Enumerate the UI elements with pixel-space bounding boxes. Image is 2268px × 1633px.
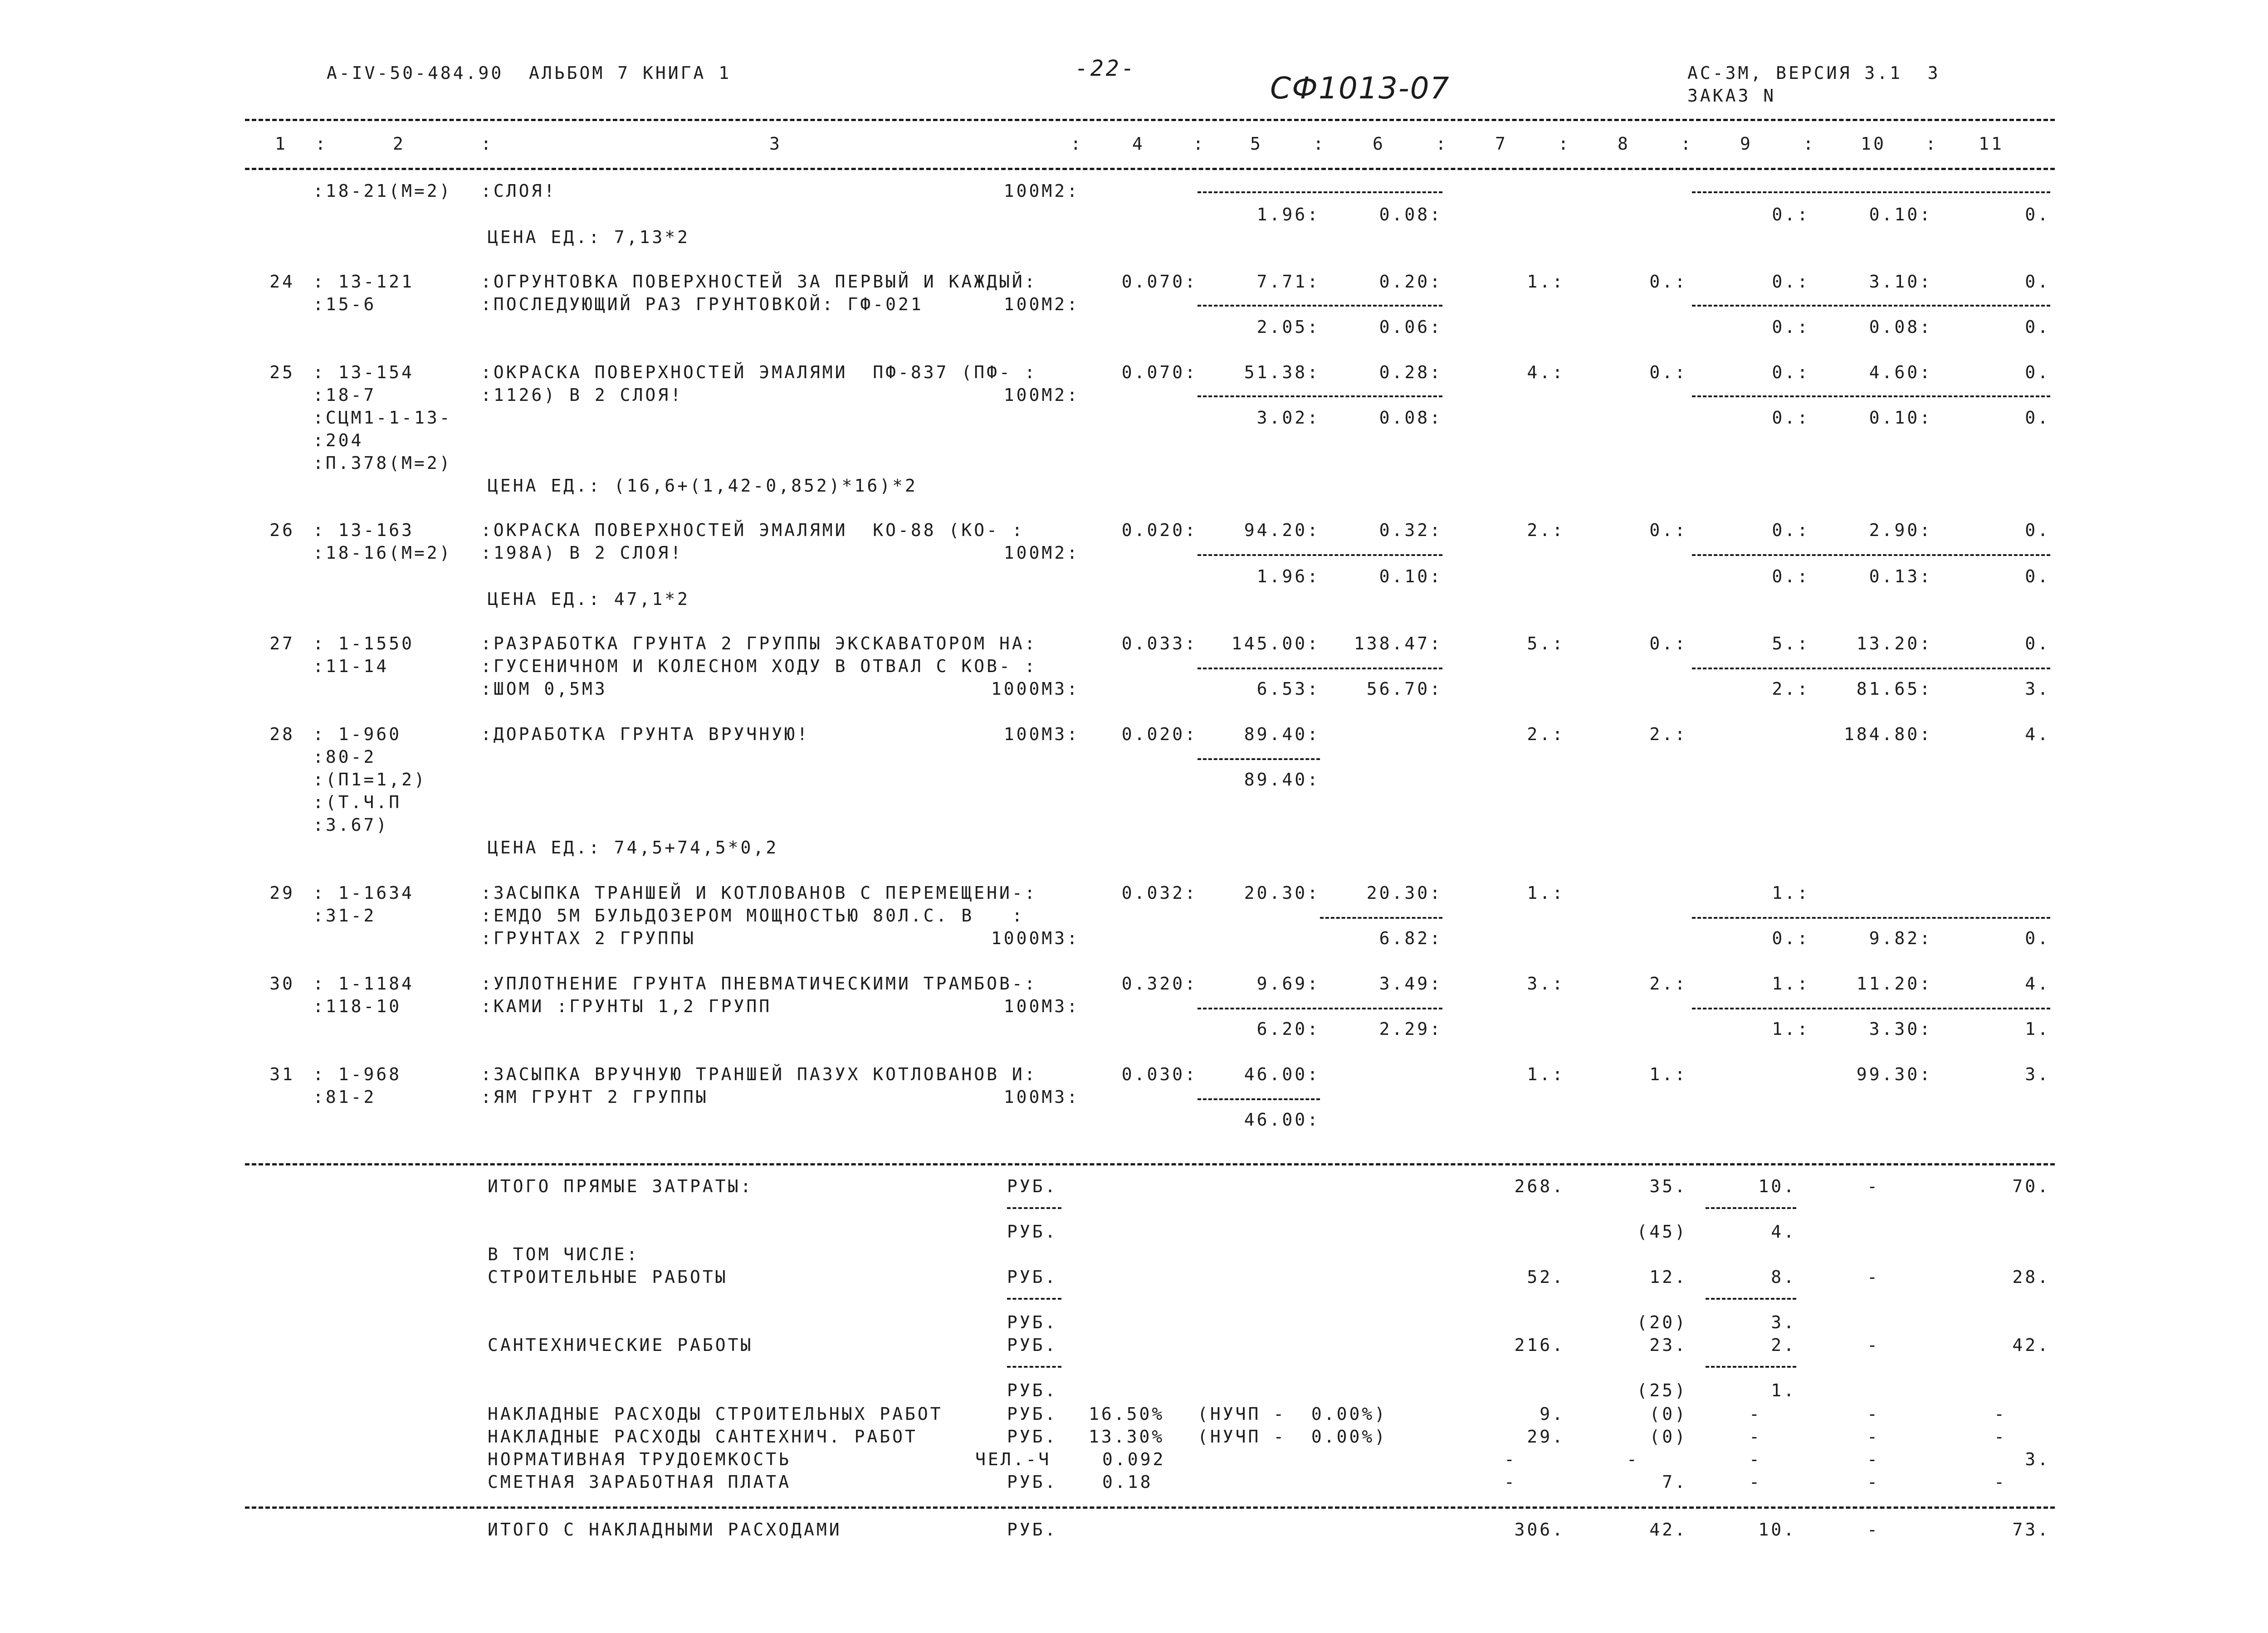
- total-label: САНТЕХНИЧЕСКИЕ РАБОТЫ: [488, 1335, 753, 1355]
- row-v8: 0.:: [1649, 272, 1687, 292]
- row-code-3: :СЦМ1-1-13-: [313, 408, 452, 428]
- row-number: 27: [269, 634, 295, 653]
- row-v9b: 1.:: [1772, 1019, 1810, 1039]
- total-c10: -: [1867, 1335, 1880, 1355]
- row-v8: 2.:: [1649, 724, 1687, 744]
- row-v11: 0.: [2025, 520, 2050, 540]
- row-description: :ОГРУНТОВКА ПОВЕРХНОСТЕЙ ЗА ПЕРВЫЙ И КАЖДЫЙ:: [481, 272, 1037, 292]
- row-v7: 5.:: [1527, 634, 1565, 653]
- total-c8: (20): [1637, 1312, 1687, 1332]
- row-continuation-unit: 100М2:: [1003, 181, 1080, 201]
- row-v5b: 46.00:: [1244, 1110, 1320, 1130]
- total-label: СТРОИТЕЛЬНЫЕ РАБОТЫ: [488, 1267, 728, 1287]
- row-description-2: :ЯМ ГРУНТ 2 ГРУППЫ: [481, 1087, 709, 1107]
- row-unit: 100М2:: [1003, 543, 1080, 563]
- row-v5b: 2.05:: [1256, 317, 1320, 337]
- total-c9: 2.: [1771, 1335, 1796, 1355]
- total-c9: 8.: [1771, 1267, 1796, 1287]
- total-c11: 70.: [2012, 1176, 2050, 1196]
- total-c10: -: [1867, 1267, 1880, 1287]
- grand-total-c10: -: [1867, 1520, 1880, 1540]
- row-v4: 0.032:: [1121, 883, 1198, 903]
- total-label: НАКЛАДНЫЕ РАСХОДЫ САНТЕХНИЧ. РАБОТ: [488, 1427, 918, 1447]
- col-5-header: 5: [1250, 134, 1263, 154]
- row-v5: 7.71:: [1256, 272, 1320, 292]
- grand-total-c7: 306.: [1514, 1520, 1565, 1540]
- row-code-5: :3.67): [313, 815, 389, 835]
- row-v11: 0.: [2025, 634, 2050, 653]
- row-v4: 0.030:: [1121, 1064, 1198, 1084]
- row-unit: 100М3:: [1003, 996, 1080, 1016]
- row-description: :ЗАСЫПКА ТРАНШЕЙ И КОТЛОВАНОВ С ПЕРЕМЕЩЕНИ-:: [481, 883, 1037, 903]
- row-description-2: :ЕМДО 5М БУЛЬДОЗЕРОМ МОЩНОСТЬЮ 80Л.С. В :: [481, 906, 1025, 926]
- row-v9b: 0.:: [1772, 566, 1810, 586]
- total-c8: (45): [1637, 1222, 1687, 1242]
- grand-total-label: ИТОГО С НАКЛАДНЫМИ РАСХОДАМИ: [488, 1520, 842, 1540]
- row-code-4: :(Т.Ч.П: [313, 792, 402, 812]
- total-c8: 12.: [1649, 1267, 1687, 1287]
- row-number: 28: [269, 724, 295, 744]
- total-label: НОРМАТИВНАЯ ТРУДОЕМКОСТЬ: [488, 1449, 792, 1469]
- total-c9: 3.: [1771, 1312, 1796, 1332]
- row-v7: 2.:: [1527, 520, 1565, 540]
- col-11-header: 11: [1979, 134, 2004, 154]
- row-v9b: 0.:: [1772, 317, 1810, 337]
- row-continuation-v11: 0.: [2025, 205, 2050, 224]
- row-v7: 1.:: [1527, 883, 1565, 903]
- row-unit: 100М3:: [1003, 724, 1080, 744]
- total-c11: 42.: [2012, 1335, 2050, 1355]
- total-c7: 29.: [1527, 1427, 1565, 1447]
- row-code: : 13-154: [313, 362, 415, 382]
- row-code-5: :П.378(М=2): [313, 453, 452, 473]
- row-v11b: 0.: [2025, 928, 2050, 948]
- total-c11: -: [1994, 1404, 2007, 1424]
- row-v9: 0.:: [1772, 362, 1810, 382]
- row-v11: 0.: [2025, 362, 2050, 382]
- total-c11: -: [1994, 1427, 2007, 1447]
- row-description-3: :ГРУНТАХ 2 ГРУППЫ: [481, 928, 696, 948]
- row-code-2: :11-14: [313, 656, 389, 676]
- row-description: :ОКРАСКА ПОВЕРХНОСТЕЙ ЭМАЛЯМИ ПФ-837 (ПФ- :: [481, 362, 1037, 382]
- grand-total-unit: РУБ.: [1007, 1520, 1058, 1540]
- total-c9: -: [1749, 1449, 1762, 1469]
- row-v7: 3.:: [1527, 974, 1565, 994]
- row-v9b: 0.:: [1772, 408, 1810, 428]
- row-v9b: 2.:: [1772, 679, 1810, 699]
- row-v9: 0.:: [1772, 272, 1810, 292]
- row-v8: 0.:: [1649, 362, 1687, 382]
- row-description-2: :ГУСЕНИЧНОМ И КОЛЕСНОМ ХОДУ В ОТВАЛ С КОВ- :: [481, 656, 1037, 676]
- col-1-header: 1: [275, 134, 288, 154]
- row-v9: 0.:: [1772, 520, 1810, 540]
- row-code-3: :(П1=1,2): [313, 770, 427, 790]
- total-c10: -: [1867, 1427, 1880, 1447]
- total-c10: -: [1867, 1472, 1880, 1492]
- row-description: :ЗАСЫПКА ВРУЧНУЮ ТРАНШЕЙ ПАЗУХ КОТЛОВАНОВ И:: [481, 1064, 1037, 1084]
- total-c7: -: [1504, 1472, 1517, 1492]
- total-unit: ЧЕЛ.-Ч: [975, 1449, 1051, 1469]
- total-label: ИТОГО ПРЯМЫЕ ЗАТРАТЫ:: [488, 1176, 753, 1196]
- total-unit: РУБ.: [1007, 1222, 1058, 1242]
- total-pct: 13.30%: [1089, 1427, 1165, 1447]
- row-v11: 4.: [2025, 974, 2050, 994]
- row-v10: 184.80:: [1843, 724, 1932, 744]
- total-c7: 9.: [1540, 1404, 1565, 1424]
- row-code: : 1-1550: [313, 634, 415, 653]
- row-code: : 1-1184: [313, 974, 415, 994]
- total-note: (НУЧП - 0.00%): [1198, 1404, 1388, 1424]
- col-4-header: 4: [1132, 134, 1145, 154]
- row-code-2: :118-10: [313, 996, 402, 1016]
- row-code: : 13-121: [313, 272, 415, 292]
- total-unit: РУБ.: [1007, 1380, 1058, 1400]
- row-v10b: 0.08:: [1869, 317, 1932, 337]
- row-v6: 0.32:: [1379, 520, 1442, 540]
- row-unit: 1000М3:: [991, 928, 1080, 948]
- grand-total-rule: [245, 1506, 2055, 1509]
- total-c8: (0): [1649, 1404, 1687, 1424]
- row-continuation-v9: 0.:: [1772, 205, 1810, 224]
- row-v11b: 0.: [2025, 408, 2050, 428]
- row-v6: 3.49:: [1379, 974, 1442, 994]
- total-c9: -: [1749, 1427, 1762, 1447]
- row-v8: 2.:: [1649, 974, 1687, 994]
- row-v4: 0.070:: [1121, 272, 1198, 292]
- row-v10: 99.30:: [1856, 1064, 1932, 1084]
- total-c8: 23.: [1649, 1335, 1687, 1355]
- row-unit: 100М3:: [1003, 1087, 1080, 1107]
- row-description: :ОКРАСКА ПОВЕРХНОСТЕЙ ЭМАЛЯМИ КО-88 (КО- :: [481, 520, 1025, 540]
- col-3-header: 3: [769, 134, 782, 154]
- header-rule-top: [245, 119, 2055, 121]
- total-c7: -: [1504, 1449, 1517, 1469]
- row-description: :ДОРАБОТКА ГРУНТА ВРУЧНУЮ!: [481, 724, 810, 744]
- version-line: АС-3М, ВЕРСИЯ 3.1 3: [1687, 63, 1941, 83]
- row-v5: 89.40:: [1244, 724, 1320, 744]
- price-note: ЦЕНА ЕД.: (16,6+(1,42-0,852)*16)*2: [488, 476, 918, 496]
- row-description-2: :ПОСЛЕДУЮЩИЙ РАЗ ГРУНТОВКОЙ: ГФ-021: [481, 294, 924, 314]
- total-unit: РУБ.: [1007, 1176, 1058, 1196]
- row-v6b: 6.82:: [1379, 928, 1442, 948]
- grand-total-c9: 10.: [1758, 1520, 1796, 1540]
- row-v9: 1.:: [1772, 883, 1810, 903]
- row-v10b: 9.82:: [1869, 928, 1932, 948]
- row-continuation-v6: 0.08:: [1379, 205, 1442, 224]
- total-unit: РУБ.: [1007, 1427, 1058, 1447]
- total-c9: 10.: [1758, 1176, 1796, 1196]
- row-v5b: 6.20:: [1256, 1019, 1320, 1039]
- row-v11: 0.: [2025, 272, 2050, 292]
- col-7-header: 7: [1495, 134, 1508, 154]
- handwritten-code: СФ1013-07: [1270, 71, 1450, 106]
- total-pct: 16.50%: [1089, 1404, 1165, 1424]
- header-rule-bottom: [245, 168, 2055, 170]
- totals-rule-top: [245, 1163, 2055, 1165]
- row-code: : 13-163: [313, 520, 415, 540]
- row-v5b: 3.02:: [1256, 408, 1320, 428]
- row-code: : 1-1634: [313, 883, 415, 903]
- total-c10: -: [1867, 1176, 1880, 1196]
- row-v5b: 1.96:: [1256, 566, 1320, 586]
- row-number: 26: [269, 520, 295, 540]
- row-v11b: 1.: [2025, 1019, 2050, 1039]
- row-code: : 1-960: [313, 724, 402, 744]
- row-v5: 145.00:: [1231, 634, 1320, 653]
- row-v11b: 0.: [2025, 317, 2050, 337]
- total-c7: 52.: [1527, 1267, 1565, 1287]
- row-continuation-v5: 1.96:: [1256, 205, 1320, 224]
- row-number: 29: [269, 883, 295, 903]
- total-unit: РУБ.: [1007, 1335, 1058, 1355]
- row-description: :РАЗРАБОТКА ГРУНТА 2 ГРУППЫ ЭКСКАВАТОРОМ НА:: [481, 634, 1037, 653]
- row-v5b: 6.53:: [1256, 679, 1320, 699]
- total-unit: РУБ.: [1007, 1472, 1058, 1492]
- row-code-2: :81-2: [313, 1087, 376, 1107]
- order-line: ЗАКАЗ N: [1687, 86, 1776, 106]
- row-v10b: 81.65:: [1856, 679, 1932, 699]
- total-unit: РУБ.: [1007, 1312, 1058, 1332]
- total-c8: (0): [1649, 1427, 1687, 1447]
- row-v10: 11.20:: [1856, 974, 1932, 994]
- row-v4: 0.020:: [1121, 520, 1198, 540]
- total-pct: 0.18: [1102, 1472, 1153, 1492]
- row-code: : 1-968: [313, 1064, 402, 1084]
- row-v8: 0.:: [1649, 520, 1687, 540]
- row-continuation-code: :18-21(М=2): [313, 181, 452, 201]
- row-number: 24: [269, 272, 295, 292]
- row-v10b: 0.13:: [1869, 566, 1932, 586]
- total-c7: 268.: [1514, 1176, 1565, 1196]
- row-unit: 100М2:: [1003, 294, 1080, 314]
- row-v8: 1.:: [1649, 1064, 1687, 1084]
- row-description-2: :1126) В 2 СЛОЯ!: [481, 385, 684, 405]
- row-v10b: 0.10:: [1869, 408, 1932, 428]
- row-v7: 1.:: [1527, 272, 1565, 292]
- row-description-2: :КАМИ :ГРУНТЫ 1,2 ГРУПП: [481, 996, 772, 1016]
- total-c11: -: [1994, 1472, 2007, 1492]
- row-description-2: :198А) В 2 СЛОЯ!: [481, 543, 684, 563]
- row-v11b: 0.: [2025, 566, 2050, 586]
- total-c8: 7.: [1662, 1472, 1687, 1492]
- row-description-3: :ШОМ 0,5М3: [481, 679, 607, 699]
- total-c11: 3.: [2025, 1449, 2050, 1469]
- row-v11b: 3.: [2025, 679, 2050, 699]
- row-number: 25: [269, 362, 295, 382]
- total-c8: -: [1627, 1449, 1639, 1469]
- total-label: В ТОМ ЧИСЛЕ:: [488, 1244, 640, 1264]
- row-v6b: 2.29:: [1379, 1019, 1442, 1039]
- row-v6: 0.28:: [1379, 362, 1442, 382]
- total-c11: 28.: [2012, 1267, 2050, 1287]
- total-c10: -: [1867, 1449, 1880, 1469]
- col-10-header: 10: [1861, 134, 1886, 154]
- grand-total-c8: 42.: [1649, 1520, 1687, 1540]
- row-v8: 0.:: [1649, 634, 1687, 653]
- row-v11: 3.: [2025, 1064, 2050, 1084]
- row-v10: 4.60:: [1869, 362, 1932, 382]
- row-code-4: :204: [313, 430, 364, 450]
- row-v7: 1.:: [1527, 1064, 1565, 1084]
- total-c9: -: [1749, 1472, 1762, 1492]
- total-label: СМЕТНАЯ ЗАРАБОТНАЯ ПЛАТА: [488, 1472, 792, 1492]
- col-9-header: 9: [1740, 134, 1753, 154]
- row-continuation-text: :СЛОЯ!: [481, 181, 557, 201]
- total-c8: (25): [1637, 1380, 1687, 1400]
- grand-total-c11: 73.: [2012, 1520, 2050, 1540]
- total-c8: 35.: [1649, 1176, 1687, 1196]
- row-v6: 0.20:: [1379, 272, 1442, 292]
- total-c7: 216.: [1514, 1335, 1565, 1355]
- row-v5: 9.69:: [1256, 974, 1320, 994]
- page-number: -22-: [1075, 56, 1137, 81]
- total-label: НАКЛАДНЫЕ РАСХОДЫ СТРОИТЕЛЬНЫХ РАБОТ: [488, 1404, 943, 1424]
- row-code-2: :18-7: [313, 385, 376, 405]
- row-v11: 4.: [2025, 724, 2050, 744]
- row-v6: 138.47:: [1354, 634, 1442, 653]
- row-v4: 0.020:: [1121, 724, 1198, 744]
- price-note: ЦЕНА ЕД.: 7,13*2: [488, 227, 690, 247]
- row-v4: 0.033:: [1121, 634, 1198, 653]
- row-v6b: 0.06:: [1379, 317, 1442, 337]
- total-c10: -: [1867, 1404, 1880, 1424]
- row-v9: 5.:: [1772, 634, 1810, 653]
- row-unit: 1000М3:: [991, 679, 1080, 699]
- col-2-header: 2: [393, 134, 406, 154]
- total-c9: 4.: [1771, 1222, 1796, 1242]
- total-unit: РУБ.: [1007, 1267, 1058, 1287]
- row-v10: 2.90:: [1869, 520, 1932, 540]
- row-code-2: :15-6: [313, 294, 376, 314]
- row-code-2: :18-16(М=2): [313, 543, 452, 563]
- row-number: 31: [269, 1064, 295, 1084]
- price-note: ЦЕНА ЕД.: 74,5+74,5*0,2: [488, 838, 779, 858]
- row-v5: 51.38:: [1244, 362, 1320, 382]
- row-continuation-v10: 0.10:: [1869, 205, 1932, 224]
- total-pct: 0.092: [1102, 1449, 1166, 1469]
- row-v9b: 0.:: [1772, 928, 1810, 948]
- row-unit: 100М2:: [1003, 385, 1080, 405]
- row-v5b: 89.40:: [1244, 770, 1320, 790]
- total-c9: -: [1749, 1404, 1762, 1424]
- album-reference: А-IV-50-484.90 АЛЬБОМ 7 КНИГА 1: [327, 63, 732, 83]
- row-v10: 3.10:: [1869, 272, 1932, 292]
- row-v6b: 0.08:: [1379, 408, 1442, 428]
- row-description: :УПЛОТНЕНИЕ ГРУНТА ПНЕВМАТИЧЕСКИМИ ТРАМБОВ-:: [481, 974, 1037, 994]
- total-note: (НУЧП - 0.00%): [1198, 1427, 1388, 1447]
- total-unit: РУБ.: [1007, 1404, 1058, 1424]
- row-v10: 13.20:: [1856, 634, 1932, 653]
- total-c9: 1.: [1771, 1380, 1796, 1400]
- row-v4: 0.070:: [1121, 362, 1198, 382]
- row-v5: 46.00:: [1244, 1064, 1320, 1084]
- row-v7: 4.:: [1527, 362, 1565, 382]
- row-v5: 94.20:: [1244, 520, 1320, 540]
- row-v4: 0.320:: [1121, 974, 1198, 994]
- row-v6b: 56.70:: [1366, 679, 1442, 699]
- col-8-header: 8: [1618, 134, 1630, 154]
- row-code-2: :31-2: [313, 906, 376, 926]
- row-number: 30: [269, 974, 295, 994]
- row-code-2: :80-2: [313, 747, 376, 767]
- row-v5: 20.30:: [1244, 883, 1320, 903]
- row-v9: 1.:: [1772, 974, 1810, 994]
- row-v10b: 3.30:: [1869, 1019, 1932, 1039]
- row-v7: 2.:: [1527, 724, 1565, 744]
- row-v6: 20.30:: [1366, 883, 1442, 903]
- col-6-header: 6: [1373, 134, 1385, 154]
- price-note: ЦЕНА ЕД.: 47,1*2: [488, 589, 690, 609]
- row-v6b: 0.10:: [1379, 566, 1442, 586]
